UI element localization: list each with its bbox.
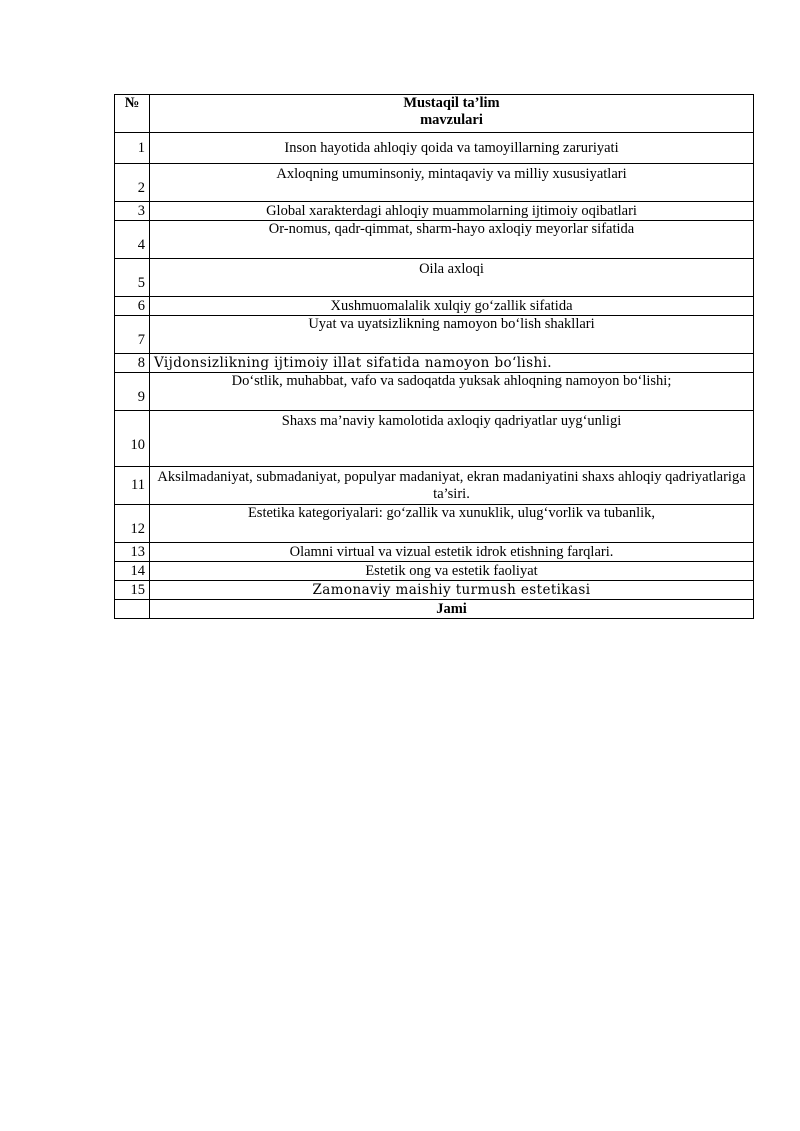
header-number: № xyxy=(115,95,150,133)
row-number: 12 xyxy=(115,505,150,543)
row-topic: Zamonaviy maishiy turmush estetikasi xyxy=(150,581,754,600)
row-topic: Uyat va uyatsizlikning namoyon bo‘lish shakllari xyxy=(150,316,754,354)
table-header-row xyxy=(115,95,754,133)
row-topic: Estetika kategoriyalari: go‘zallik va xunuklik, ulug‘vorlik va tubanlik, xyxy=(150,505,754,543)
row-topic: Axloqning umuminsoniy, mintaqaviy va milliy xususiyatlari xyxy=(150,164,754,202)
row-number: 6 xyxy=(115,297,150,316)
table-row xyxy=(115,259,754,297)
table-row xyxy=(115,354,754,373)
total-label: Jami xyxy=(150,600,754,619)
table-row xyxy=(115,221,754,259)
row-number: 14 xyxy=(115,562,150,581)
row-number: 3 xyxy=(115,202,150,221)
table-row xyxy=(115,164,754,202)
table-total-row xyxy=(115,600,754,619)
total-number-cell xyxy=(115,600,150,619)
row-number: 9 xyxy=(115,373,150,411)
table-row xyxy=(115,316,754,354)
row-number: 10 xyxy=(115,411,150,467)
row-number: 7 xyxy=(115,316,150,354)
row-number: 2 xyxy=(115,164,150,202)
row-topic: Oila axloqi xyxy=(150,259,754,297)
row-number: 15 xyxy=(115,581,150,600)
table-row xyxy=(115,297,754,316)
row-number: 5 xyxy=(115,259,150,297)
row-topic: Xushmuomalalik xulqiy go‘zallik sifatida xyxy=(150,297,754,316)
table-row xyxy=(115,581,754,600)
independent-study-topics-table xyxy=(114,94,754,619)
table-row xyxy=(115,467,754,505)
row-topic: Or-nomus, qadr-qimmat, sharm-hayo axloqiy meyorlar sifatida xyxy=(150,221,754,259)
row-number: 8 xyxy=(115,354,150,373)
row-topic: Global xarakterdagi ahloqiy muammolarning ijtimoiy oqibatlari xyxy=(150,202,754,221)
table-row xyxy=(115,133,754,164)
header-topic xyxy=(150,95,754,133)
row-topic: Vijdonsizlikning ijtimoiy illat sifatida namoyon bo‘lishi. xyxy=(150,354,754,373)
table-row xyxy=(115,562,754,581)
row-topic: Do‘stlik, muhabbat, vafo va sadoqatda yuksak ahloqning namoyon bo‘lishi; xyxy=(150,373,754,411)
row-topic: Olamni virtual va vizual estetik idrok etishning farqlari. xyxy=(150,543,754,562)
row-topic: Inson hayotida ahloqiy qoida va tamoyillarning zaruriyati xyxy=(150,133,754,164)
header-topic-line1: Mustaqil ta’lim xyxy=(403,95,500,111)
row-number: 4 xyxy=(115,221,150,259)
row-number: 1 xyxy=(115,133,150,164)
row-topic: Estetik ong va estetik faoliyat xyxy=(150,562,754,581)
row-number: 13 xyxy=(115,543,150,562)
table-row xyxy=(115,373,754,411)
header-topic-line2: mavzulari xyxy=(420,112,483,128)
table-row xyxy=(115,202,754,221)
row-topic: Aksilmadaniyat, submadaniyat, populyar madaniyat, ekran madaniyatini shaxs ahloqiy qadriyatlariga ta’siri. xyxy=(150,467,754,505)
table-row xyxy=(115,543,754,562)
row-number: 11 xyxy=(115,467,150,505)
table-row xyxy=(115,411,754,467)
table-row xyxy=(115,505,754,543)
row-topic: Shaxs ma’naviy kamolotida axloqiy qadriyatlar uyg‘unligi xyxy=(150,411,754,467)
